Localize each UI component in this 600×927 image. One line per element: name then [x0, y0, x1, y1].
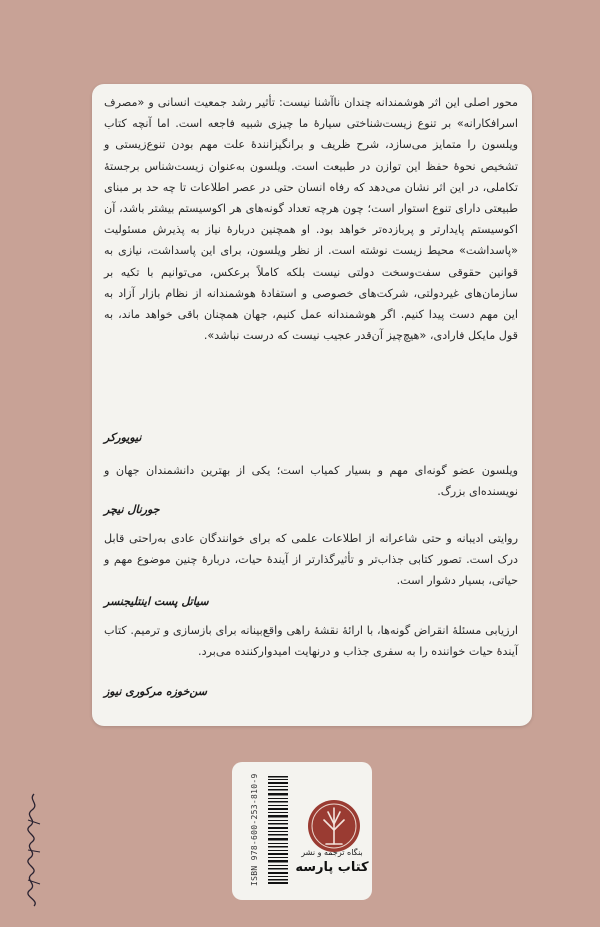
isbn-text: ISBN 978-600-253-810-9 — [250, 773, 259, 886]
attribution-nature: جورنال نیچر — [104, 503, 160, 516]
blurb-panel — [92, 84, 532, 726]
attribution-newyorker: نیویورکر — [104, 431, 142, 444]
attribution-seattle: سیاتل پست اینتلیجنسر — [104, 595, 209, 608]
attribution-sanjose: سن‌خوزه مرکوری نیوز — [104, 685, 207, 698]
publisher-name: کتاب پارسه — [295, 860, 369, 875]
review-quote-seattle: روایتی ادیبانه و حتی شاعرانه از اطلاعات علمی که برای خوانندگان عادی به‌راحتی قابل درک است. تصور کتابی جذاب‌تر و تأثیرگذارتر از آیندهٔ حیات، دربارهٔ چنین موضوع مهم و حیاتی، بسیار دشوار است. — [104, 532, 518, 588]
publisher-subtitle: بنگاه ترجمه و نشر — [301, 848, 363, 857]
review-quote-nature: ویلسون عضو گونه‌ای مهم و بسیار کمیاب است؛ یکی از بهترین دانشمندان جهان و نویسنده‌ای بزرگ. — [104, 464, 518, 499]
barcode-card — [232, 762, 372, 900]
barcode-icon — [268, 774, 288, 886]
handwritten-signature — [24, 790, 44, 910]
review-quote-newyorker: محور اصلی این اثر هوشمندانه چندان ناآشنا نیست: تأثیر رشد جمعیت انسانی و «مصرف اسرافکارانه» بر تنوع زیست‌شناختی سیارهٔ ما چیزی شبیه فاجعه است. اما آنچه کتاب ویلسون را متمایز می‌سازد، شرح ظریف و برانگیزانندهٔ علت مهم بودن تنوع‌زیستی و تشخیص نحوهٔ حفظ این توازن در طبیعت است. ویلسون به‌عنوان زیست‌شناس برجستهٔ تکاملی، در این اثر نشان می‌دهد که رفاه انسان حتی در عصر اطلاعات تا چه حد بر مبنای طبیعتی دارای تنوع استوار است؛ چون هرچه تعداد گونه‌های هر اکوسیستم بیشتر باشد، آن اکوسیستم پایدارتر و پربازده‌تر خواهد بود. او همچنین دربارهٔ نیاز به پذیرش مسئولیت «پاسداشت» محیط زیست نوشته است. از نظر ویلسون، برای این پاسداشت، نیازی به قوانین حقوقی سفت‌وسخت دولتی نیست بلکه کاملاً برعکس، می‌توانیم با تکیه بر سازمان‌های غیردولتی، شرکت‌های خصوصی و استفادهٔ هوشمندانه از نظام بازار آزاد به این مهم دست پیدا کنیم. اگر هوشمندانه عمل کنیم، جهان همچنان باقی خواهد ماند، به قول مایکل فارادی، «هیچ‌چیز آن‌قدر عجیب نیست که درست نباشد». — [104, 96, 518, 343]
review-quote-sanjose: ارزیابی مسئلهٔ انقراض گونه‌ها، با ارائهٔ نقشهٔ راهی واقع‌بینانه برای بازسازی و ترمیم. کتاب آیندهٔ حیات خواننده را به سفری جذاب و درنهایت امیدوارکننده می‌برد. — [104, 624, 518, 659]
